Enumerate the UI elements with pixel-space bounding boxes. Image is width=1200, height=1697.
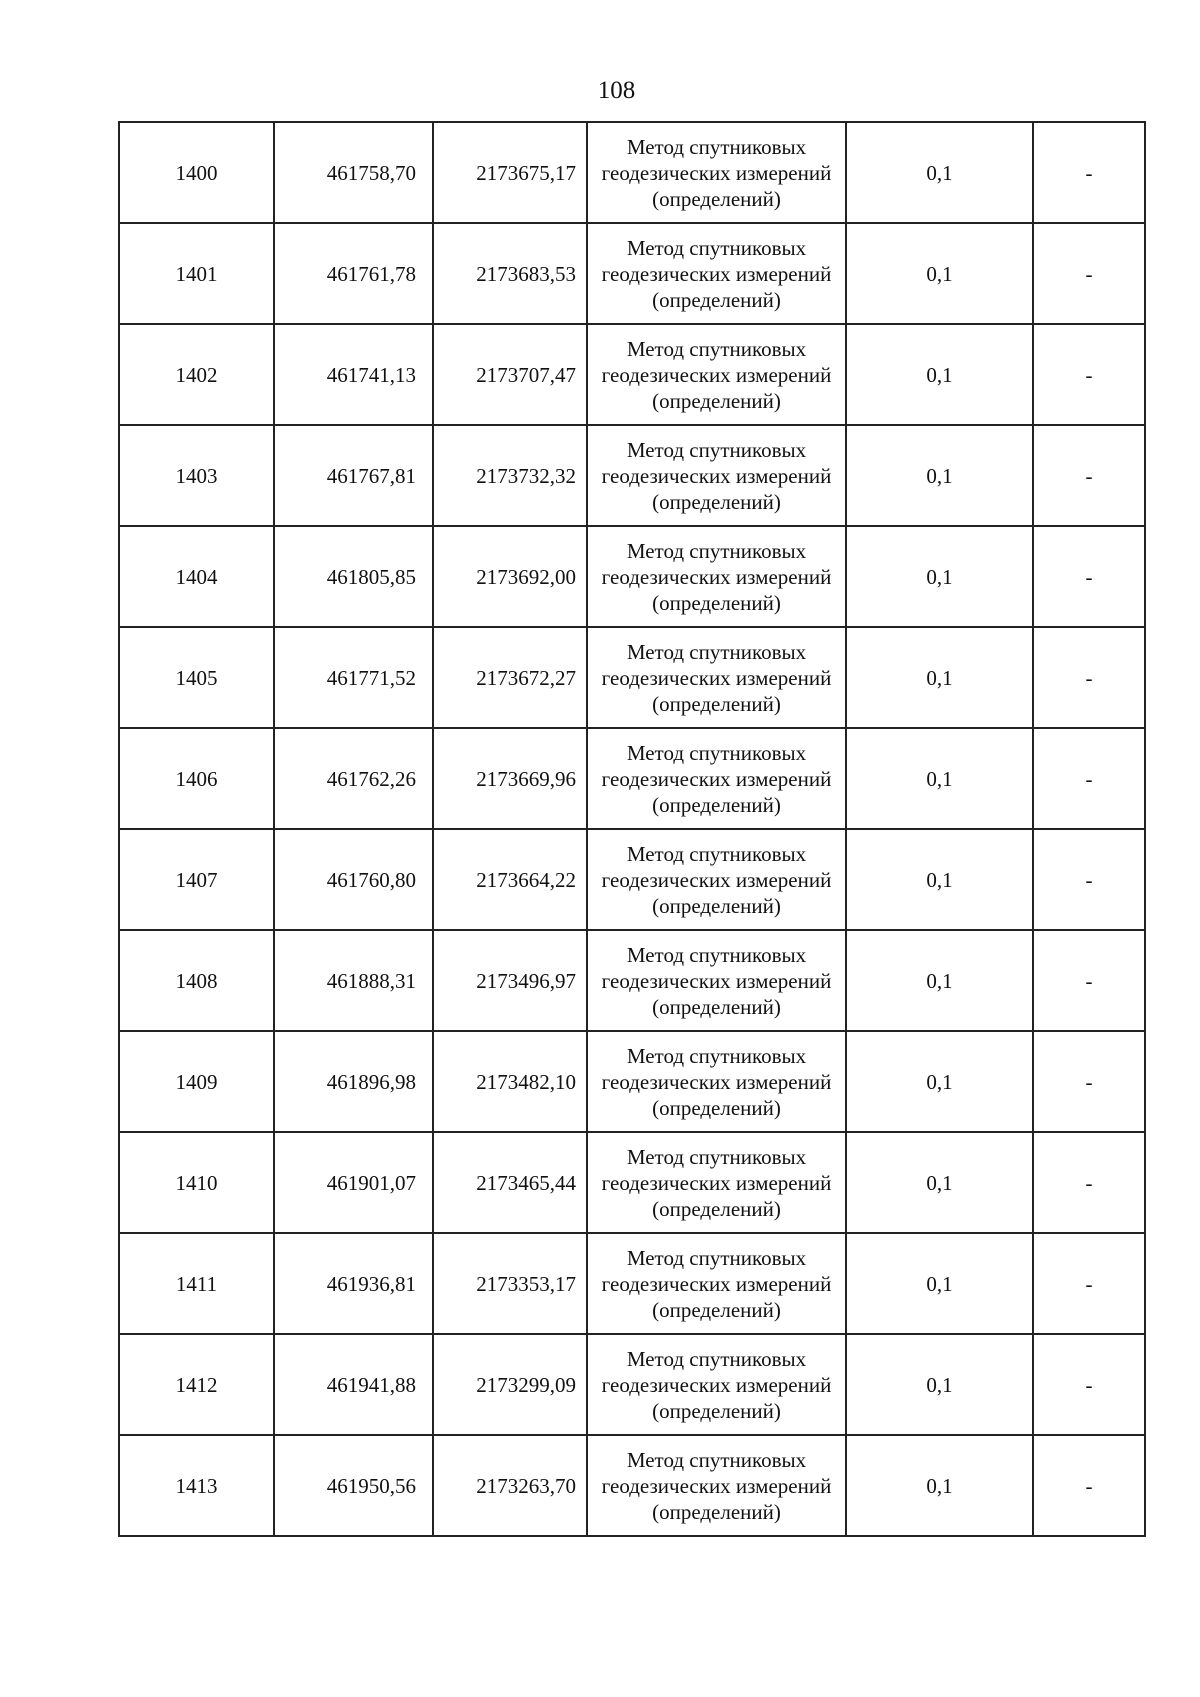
method-cell: [587, 1334, 846, 1435]
table-row: [119, 122, 1145, 223]
method-cell: [587, 223, 846, 324]
method-line: геодезических измерений: [601, 1170, 832, 1195]
accuracy-cell: 0,1: [846, 425, 1033, 526]
method-cell: [587, 526, 846, 627]
point-number-cell: 1401: [119, 223, 274, 324]
method-line: геодезических измерений: [601, 1271, 832, 1296]
note-cell: -: [1033, 829, 1145, 930]
method-line: Метод спутниковых: [626, 942, 807, 967]
method-cell: [587, 829, 846, 930]
method-line: (определений): [652, 792, 781, 817]
method-line: Метод спутниковых: [626, 740, 807, 765]
point-number-cell: 1408: [119, 930, 274, 1031]
table-row: [119, 223, 1145, 324]
y-coordinate-cell: 2173669,96: [433, 728, 587, 829]
method-line: Метод спутниковых: [626, 538, 807, 563]
method-line: геодезических измерений: [601, 1372, 832, 1397]
method-line: Метод спутниковых: [626, 1245, 807, 1270]
point-number-cell: 1400: [119, 122, 274, 223]
accuracy-cell: 0,1: [846, 122, 1033, 223]
method-line: (определений): [652, 1398, 781, 1423]
y-coordinate-cell: 2173675,17: [433, 122, 587, 223]
x-coordinate-cell: 461805,85: [274, 526, 433, 627]
table-row: [119, 1435, 1145, 1536]
method-line: (определений): [652, 691, 781, 716]
note-cell: -: [1033, 1031, 1145, 1132]
method-line: геодезических измерений: [601, 766, 832, 791]
table-row: [119, 324, 1145, 425]
method-line: (определений): [652, 1196, 781, 1221]
table-row: [119, 930, 1145, 1031]
method-cell: [587, 425, 846, 526]
method-line: (определений): [652, 186, 781, 211]
note-cell: -: [1033, 324, 1145, 425]
method-cell: [587, 122, 846, 223]
x-coordinate-cell: 461762,26: [274, 728, 433, 829]
point-number-cell: 1407: [119, 829, 274, 930]
x-coordinate-cell: 461761,78: [274, 223, 433, 324]
x-coordinate-cell: 461941,88: [274, 1334, 433, 1435]
accuracy-cell: 0,1: [846, 1031, 1033, 1132]
method-line: геодезических измерений: [601, 1473, 832, 1498]
method-line: Метод спутниковых: [626, 437, 807, 462]
x-coordinate-cell: 461901,07: [274, 1132, 433, 1233]
y-coordinate-cell: 2173664,22: [433, 829, 587, 930]
x-coordinate-cell: 461896,98: [274, 1031, 433, 1132]
method-cell: [587, 1132, 846, 1233]
method-line: (определений): [652, 994, 781, 1019]
method-line: Метод спутниковых: [626, 1144, 807, 1169]
table-row: [119, 627, 1145, 728]
method-line: геодезических измерений: [601, 867, 832, 892]
point-number-cell: 1403: [119, 425, 274, 526]
table-row: [119, 829, 1145, 930]
method-cell: [587, 728, 846, 829]
accuracy-cell: 0,1: [846, 324, 1033, 425]
accuracy-cell: 0,1: [846, 1435, 1033, 1536]
method-cell: [587, 1233, 846, 1334]
method-cell: [587, 627, 846, 728]
accuracy-cell: 0,1: [846, 1334, 1033, 1435]
note-cell: -: [1033, 728, 1145, 829]
y-coordinate-cell: 2173692,00: [433, 526, 587, 627]
x-coordinate-cell: 461888,31: [274, 930, 433, 1031]
method-line: геодезических измерений: [601, 564, 832, 589]
note-cell: -: [1033, 1132, 1145, 1233]
method-line: геодезических измерений: [601, 665, 832, 690]
method-line: геодезических измерений: [601, 968, 832, 993]
method-line: геодезических измерений: [601, 362, 832, 387]
method-cell: [587, 1031, 846, 1132]
accuracy-cell: 0,1: [846, 223, 1033, 324]
method-line: Метод спутниковых: [626, 134, 807, 159]
accuracy-cell: 0,1: [846, 1233, 1033, 1334]
note-cell: -: [1033, 1334, 1145, 1435]
note-cell: -: [1033, 930, 1145, 1031]
y-coordinate-cell: 2173707,47: [433, 324, 587, 425]
method-line: (определений): [652, 1297, 781, 1322]
method-line: геодезических измерений: [601, 463, 832, 488]
point-number-cell: 1406: [119, 728, 274, 829]
point-number-cell: 1404: [119, 526, 274, 627]
point-number-cell: 1412: [119, 1334, 274, 1435]
point-number-cell: 1411: [119, 1233, 274, 1334]
point-number-cell: 1405: [119, 627, 274, 728]
x-coordinate-cell: 461767,81: [274, 425, 433, 526]
note-cell: -: [1033, 122, 1145, 223]
page-number: 108: [597, 77, 636, 104]
method-line: Метод спутниковых: [626, 841, 807, 866]
note-cell: -: [1033, 425, 1145, 526]
y-coordinate-cell: 2173353,17: [433, 1233, 587, 1334]
table-row: [119, 425, 1145, 526]
method-line: геодезических измерений: [601, 160, 832, 185]
method-cell: [587, 1435, 846, 1536]
coordinates-table: [118, 121, 1146, 1537]
x-coordinate-cell: 461741,13: [274, 324, 433, 425]
point-number-cell: 1410: [119, 1132, 274, 1233]
note-cell: -: [1033, 627, 1145, 728]
method-line: геодезических измерений: [601, 261, 832, 286]
method-line: (определений): [652, 489, 781, 514]
x-coordinate-cell: 461936,81: [274, 1233, 433, 1334]
coordinates-table-body: [119, 122, 1145, 1536]
y-coordinate-cell: 2173482,10: [433, 1031, 587, 1132]
method-line: Метод спутниковых: [626, 235, 807, 260]
y-coordinate-cell: 2173465,44: [433, 1132, 587, 1233]
note-cell: -: [1033, 223, 1145, 324]
y-coordinate-cell: 2173672,27: [433, 627, 587, 728]
accuracy-cell: 0,1: [846, 728, 1033, 829]
x-coordinate-cell: 461771,52: [274, 627, 433, 728]
point-number-cell: 1413: [119, 1435, 274, 1536]
method-cell: [587, 930, 846, 1031]
y-coordinate-cell: 2173683,53: [433, 223, 587, 324]
y-coordinate-cell: 2173732,32: [433, 425, 587, 526]
accuracy-cell: 0,1: [846, 930, 1033, 1031]
method-line: Метод спутниковых: [626, 1346, 807, 1371]
note-cell: -: [1033, 1233, 1145, 1334]
method-line: Метод спутниковых: [626, 639, 807, 664]
point-number-cell: 1402: [119, 324, 274, 425]
method-line: (определений): [652, 590, 781, 615]
x-coordinate-cell: 461950,56: [274, 1435, 433, 1536]
table-row: [119, 1233, 1145, 1334]
x-coordinate-cell: 461758,70: [274, 122, 433, 223]
method-line: Метод спутниковых: [626, 1043, 807, 1068]
table-row: [119, 728, 1145, 829]
accuracy-cell: 0,1: [846, 526, 1033, 627]
method-line: Метод спутниковых: [626, 336, 807, 361]
method-line: (определений): [652, 893, 781, 918]
method-line: геодезических измерений: [601, 1069, 832, 1094]
method-cell: [587, 324, 846, 425]
accuracy-cell: 0,1: [846, 829, 1033, 930]
x-coordinate-cell: 461760,80: [274, 829, 433, 930]
note-cell: -: [1033, 526, 1145, 627]
point-number-cell: 1409: [119, 1031, 274, 1132]
y-coordinate-cell: 2173496,97: [433, 930, 587, 1031]
table-row: [119, 1132, 1145, 1233]
table-row: [119, 1334, 1145, 1435]
accuracy-cell: 0,1: [846, 1132, 1033, 1233]
method-line: Метод спутниковых: [626, 1447, 807, 1472]
method-line: (определений): [652, 1499, 781, 1524]
method-line: (определений): [652, 287, 781, 312]
note-cell: -: [1033, 1435, 1145, 1536]
method-line: (определений): [652, 1095, 781, 1120]
accuracy-cell: 0,1: [846, 627, 1033, 728]
y-coordinate-cell: 2173263,70: [433, 1435, 587, 1536]
table-row: [119, 526, 1145, 627]
y-coordinate-cell: 2173299,09: [433, 1334, 587, 1435]
method-line: (определений): [652, 388, 781, 413]
table-row: [119, 1031, 1145, 1132]
